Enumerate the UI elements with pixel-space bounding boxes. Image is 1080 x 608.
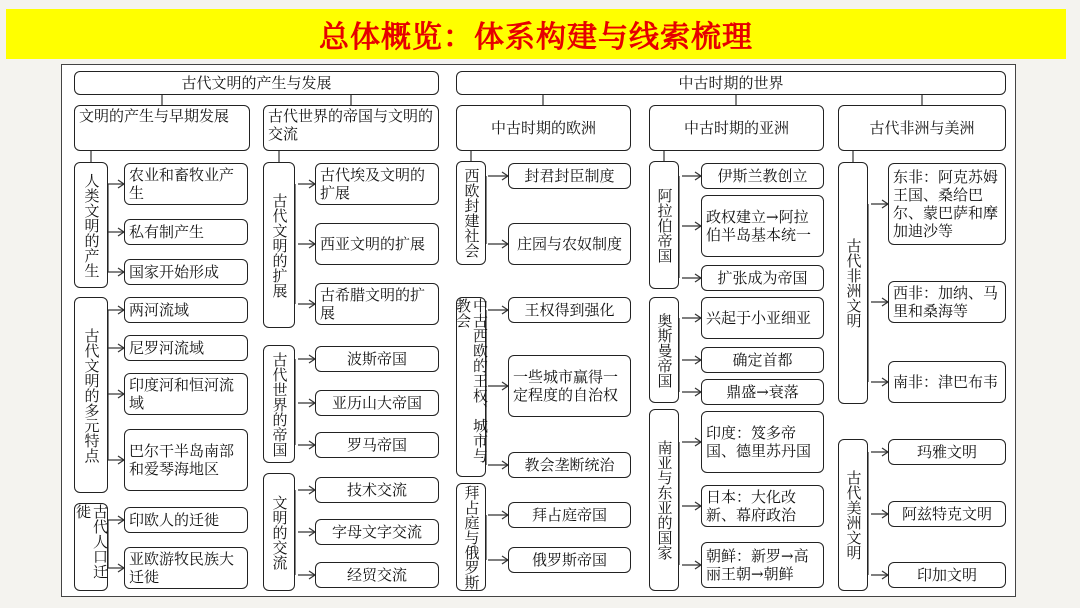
item-east-africa: 东非：阿克苏姆王国、桑给巴尔、蒙巴萨和摩加迪沙等 [888,163,1006,245]
item-west-asia-expansion: 西亚文明的扩展 [315,223,439,265]
group-byzantium-russia: 拜占庭与俄罗斯 [456,483,486,591]
item-maya: 玛雅文明 [888,439,1006,465]
section-ancient-empires: 古代世界的帝国与文明的交流 [263,105,439,151]
item-nomad-migration: 亚欧游牧民族大迁徙 [124,547,248,589]
item-south-africa: 南非：津巴布韦 [888,361,1006,403]
right-header: 中古时期的世界 [456,71,1006,95]
item-alphabet-exchange: 字母文字交流 [315,519,439,545]
item-indo-european: 印欧人的迁徙 [124,507,248,533]
item-inca: 印加文明 [888,562,1006,588]
item-trade-exchange: 经贸交流 [315,562,439,588]
group-ottoman-empire: 奥斯曼帝国 [649,297,679,403]
item-russian-empire: 俄罗斯帝国 [508,547,631,573]
title-banner: 总体概览：体系构建与线索梳理 [6,9,1066,59]
group-south-east-asia: 南亚与东亚的国家 [649,409,679,591]
item-roman-empire: 罗马帝国 [315,432,439,458]
section-early-civilization: 文明的产生与早期发展 [74,105,250,151]
item-india: 印度：笈多帝国、德里苏丹国 [701,411,824,473]
left-header: 古代文明的产生与发展 [74,71,439,95]
item-arabia-unified: 政权建立→阿拉伯半岛基本统一 [701,195,824,257]
item-church-monopoly: 教会垄断统治 [508,452,631,478]
item-alexander-empire: 亚历山大帝国 [315,390,439,416]
item-private-property: 私有制产生 [124,219,248,245]
item-west-africa: 西非：加纳、马里和桑海等 [888,281,1006,323]
item-city-autonomy: 一些城市赢得一定程度的自治权 [508,355,631,417]
item-islam-founded: 伊斯兰教创立 [701,163,824,189]
group-migration: 古代人口迁徙 [74,503,108,591]
group-ancient-empires: 古代世界的帝国 [263,345,295,463]
item-greece-expansion: 古希腊文明的扩展 [315,283,439,325]
diagram-frame [61,64,1016,597]
item-persian-empire: 波斯帝国 [315,346,439,372]
item-became-empire: 扩张成为帝国 [701,265,824,291]
item-vassal-system: 封君封臣制度 [508,163,631,189]
group-western-feudal-society: 西欧封建社会 [456,161,486,265]
item-byzantine-empire: 拜占庭帝国 [508,502,631,528]
group-arab-empire: 阿拉伯帝国 [649,161,679,289]
item-agriculture: 农业和畜牧业产生 [124,163,248,205]
item-indus-ganges: 印度河和恒河流域 [124,373,248,415]
item-manor-serfdom: 庄园与农奴制度 [508,223,631,265]
group-civilization-exchange: 文明的交流 [263,473,295,591]
section-medieval-asia: 中古时期的亚洲 [649,105,824,151]
item-japan: 日本：大化改新、幕府政治 [701,485,824,527]
item-kingship-strengthened: 王权得到强化 [508,297,631,323]
group-american-civilization: 古代美洲文明 [838,439,868,591]
section-medieval-europe: 中古时期的欧洲 [456,105,631,151]
group-african-civilization: 古代非洲文明 [838,162,868,404]
group-civilization-expansion: 古代文明的扩展 [263,162,295,328]
item-capital-established: 确定首都 [701,347,824,373]
item-rise-asia-minor: 兴起于小亚细亚 [701,297,824,339]
group-human-civilization-origin: 人类文明的产生 [74,162,108,288]
item-aztec: 阿兹特克文明 [888,501,1006,527]
group-diverse-features: 古代文明的多元特点 [74,297,108,493]
item-technology-exchange: 技术交流 [315,477,439,503]
item-nile: 尼罗河流域 [124,335,248,361]
item-state-formation: 国家开始形成 [124,259,248,285]
section-africa-americas: 古代非洲与美洲 [838,105,1006,151]
item-korea: 朝鲜：新罗→高丽王朝→朝鲜 [701,542,824,588]
group-kingship-city-church: 中古西欧的王权、城市与教会 [456,297,486,477]
item-peak-decline: 鼎盛→衰落 [701,379,824,405]
item-egypt-expansion: 古代埃及文明的扩展 [315,163,439,205]
item-balkans-aegean: 巴尔干半岛南部和爱琴海地区 [124,429,248,491]
item-mesopotamia: 两河流域 [124,297,248,323]
